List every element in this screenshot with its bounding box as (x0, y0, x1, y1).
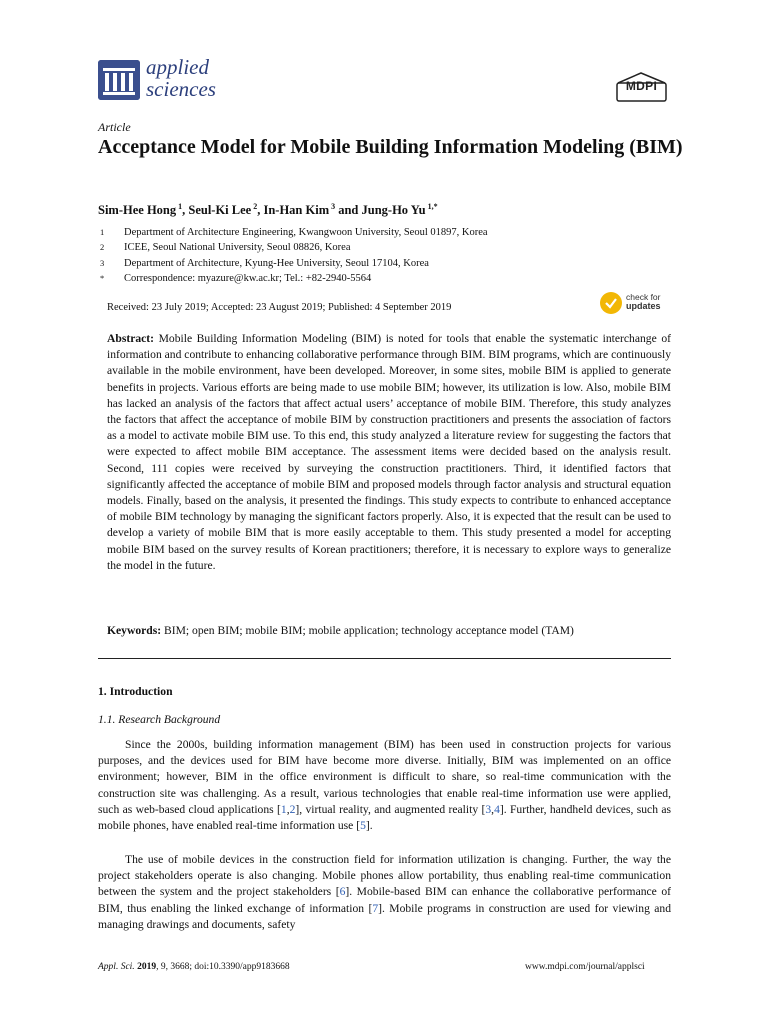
affiliation-marker: * (100, 272, 105, 283)
check-for-updates-badge[interactable] (600, 292, 672, 316)
affiliation-marker: 3 (100, 257, 105, 268)
citation-link[interactable]: 5 (360, 819, 366, 833)
paragraph-text: ]. Mobile programs in construction are used for viewing and managing drawings and documents, safety (98, 901, 672, 931)
affiliation-marker: 2 (100, 242, 105, 253)
affiliation-text: Department of Architecture Engineering, Kwangwoon University, Seoul 01897, Korea (124, 227, 488, 238)
author-affiliation-marker: 3 (329, 202, 336, 211)
citation-link[interactable]: 3 (485, 802, 492, 816)
affiliation-item (100, 271, 620, 286)
publication-dates: Received: 23 July 2019; Accepted: 23 August 2019; Published: 4 September 2019 (107, 302, 452, 313)
affiliation-list (100, 225, 620, 286)
footer-journal-abbrev: Appl. Sci. (98, 962, 135, 972)
author-name: In-Han Kim (263, 203, 330, 218)
article-type: Article (98, 120, 131, 134)
footer-year: 2019 (137, 962, 157, 972)
publisher-name: MDPI (625, 79, 658, 93)
check-updates-icon (600, 292, 622, 314)
affiliation-text: Department of Architecture, Kyung-Hee University, Seoul 17104, Korea (124, 257, 429, 269)
paragraph-text: , (491, 802, 495, 816)
journal-name-line2: sciences (146, 77, 216, 101)
citation-link[interactable]: 6 (339, 885, 346, 899)
author-list (98, 202, 438, 218)
journal-logo (98, 55, 248, 106)
body-paragraph-2 (98, 852, 671, 933)
abstract-text: Mobile Building Information Modeling (BIM) is noted for tools that enable the systematic interchange of information and contribute to enhancing collaborative performance through BIM. BIM programs, which are continuously available in the mobile environment, have been developed. Moreover, in some sites, mobile BIM is applied to generate benefits in projects. Various efforts are being made to use mobile BIM; however, its utilization is low. Also, mobile BIM has lacked an analysis of the factors that affect actual users’ acceptance of mobile BIM. Therefore, this study analyzes the factors that affect the acceptance of mobile BIM by construction practitioners and presents the association of factors as a model to activate mobile BIM use. To this end, this study analyzed a literature review for suggesting the factors that were expected to affect mobile BIM acceptance. The assessment items were decided based on the analysis result. Second, 111 copies were received by surveying the construction practitioners. Third, it identified factors that significantly affected the acceptance of mobile BIM and proposed models through factor analysis and structural equation models. Finally, based on the analysis, it presented the findings. This study expects to contribute to enhanced acceptance of mobile BIM technology by managing the significant factors properly. Also, it is expected that the result can be used to develop a variety of mobile BIM that is more easily acceptable to them. This study presented a model for accepting mobile BIM based on the survey results of Korean practitioners; therefore, it is necessary to explore ways to generalize the model in the future. (107, 332, 671, 572)
paper-title: Acceptance Model for Mobile Building Information Modeling (BIM) (98, 136, 683, 158)
affiliation-item (100, 256, 620, 271)
affiliation-text: ICEE, Seoul National University, Seoul 08826, Korea (124, 242, 351, 254)
affiliation-text: Correspondence: myazure@kw.ac.kr; Tel.: +82-2940-5564 (124, 272, 372, 284)
author-separator: , (182, 203, 189, 218)
paragraph-text: ]. Mobile-based BIM can enhance the collaborative performance of BIM, thus enabling the linked exchange of information [ (98, 885, 671, 915)
abstract (107, 331, 671, 574)
check-updates-label (626, 293, 661, 311)
author-separator: and (335, 203, 362, 218)
citation-link[interactable]: 1 (280, 802, 287, 816)
paragraph-text: The use of mobile devices in the construction field for information utilization is changing. Further, the way the project stakeholders operate is also changing. Mobile phones allow portability, thus enabling real-time communication between the system and the project stakeholders [ (98, 853, 671, 899)
abstract-label: Abstract: (107, 332, 155, 345)
footer-citation (98, 962, 290, 972)
author-affiliation-marker: 1 (176, 202, 183, 211)
citation-link[interactable]: 7 (372, 901, 379, 915)
author-affiliation-marker: 2 (251, 202, 258, 211)
author-separator: , (257, 203, 264, 218)
keywords-label: Keywords: (107, 624, 162, 637)
affiliation-item (100, 225, 620, 240)
citation-link[interactable]: 4 (494, 802, 500, 816)
paragraph-text: , (286, 802, 290, 816)
keywords-text: BIM; open BIM; mobile BIM; mobile application; technology acceptance model (TAM) (164, 624, 574, 637)
paragraph-text: ], virtual reality, and augmented reality [ (295, 802, 486, 816)
affiliation-item (100, 240, 620, 255)
keywords (107, 624, 671, 637)
body-paragraph-1 (98, 737, 671, 834)
check-updates-line2: updates (626, 301, 661, 311)
check-updates-line1: check for (626, 292, 661, 302)
paragraph-text: ]. Further, handheld devices, such as mobile phones, have enabled real-time information use [ (98, 802, 672, 833)
author-name: Sim-Hee Hong (98, 203, 177, 218)
author-name: Jung-Ho Yu (361, 203, 426, 218)
journal-logo-icon (98, 60, 140, 100)
citation-link[interactable]: 2 (289, 802, 296, 816)
author-name: Seul-Ki Lee (188, 203, 252, 218)
paragraph-text: ]. (365, 819, 373, 833)
footer-url[interactable]: www.mdpi.com/journal/applsci (525, 962, 645, 972)
section-divider (98, 658, 671, 659)
subsection-heading-research-background: 1.1. Research Background (98, 713, 221, 726)
author-affiliation-marker: 1,* (425, 202, 438, 211)
journal-name-line1: applied (146, 55, 209, 79)
publisher-logo (614, 69, 669, 107)
section-heading-introduction: 1. Introduction (98, 685, 173, 698)
affiliation-marker: 1 (100, 227, 105, 237)
paragraph-text: Since the 2000s, building information management (BIM) has been used in construction projects for various purposes, and the devices used for BIM have become more diverse. Initially, BIM was implemented on an office environment; however, BIM in the office environment is difficult to share, so real-time communication with the construction site was challenging. As a result, various technologies that enable real-time information use were applied, such as web-based cloud applications [ (98, 738, 671, 816)
footer-citation-rest: , 9, 3668; doi:10.3390/app9183668 (156, 962, 290, 972)
journal-name (146, 56, 216, 100)
